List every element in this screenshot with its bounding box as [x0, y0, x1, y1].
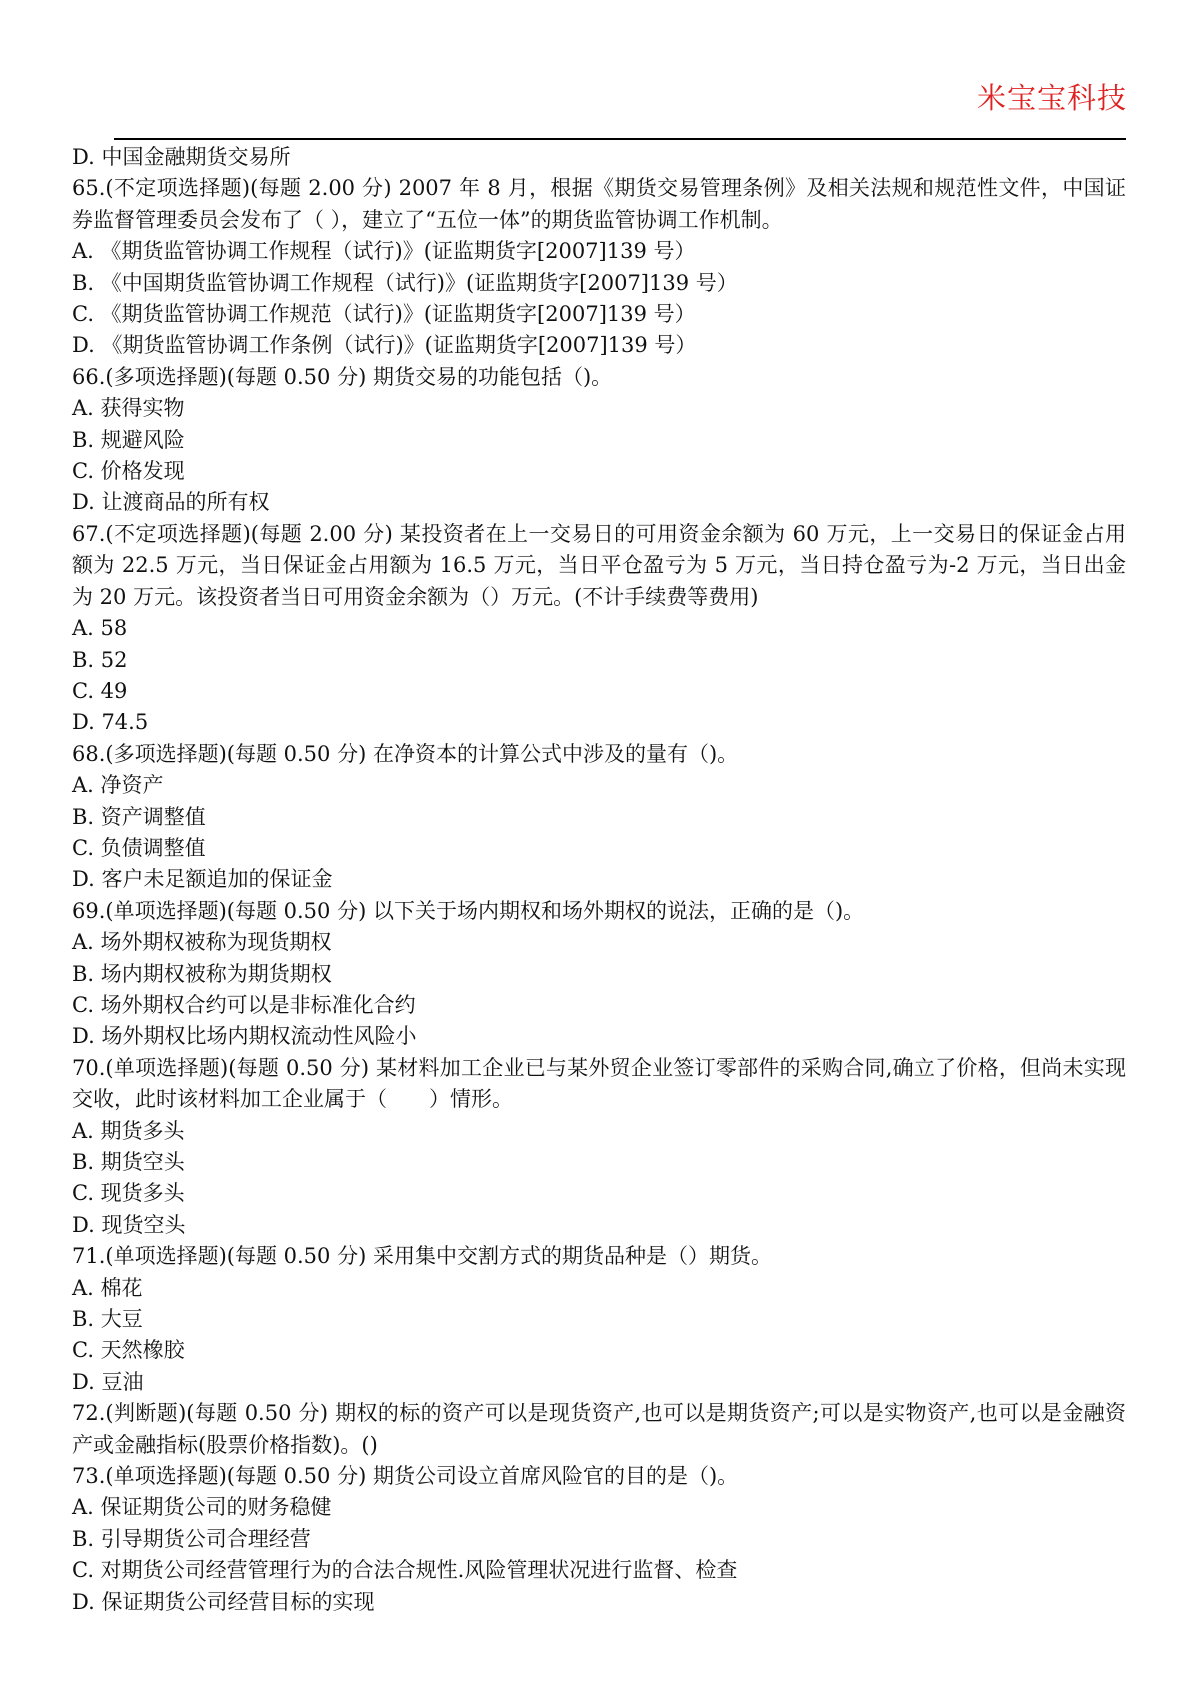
- option-line: A. 获得实物: [72, 396, 185, 421]
- option-line: C. 49: [72, 678, 128, 703]
- question-stem: 67.(不定项选择题)(每题 2.00 分) 某投资者在上一交易日的可用资金余额为 60 万元，上一交易日的保证金占用额为 22.5 万元，当日保证金占用额为 16.5 万元，当日平仓盈亏为 5 万元，当日持仓盈亏为-2 万元，当日出金为 20 万元。该投资者当日可用资金余额为（）万元。(不计手续费等费用): [72, 521, 1126, 609]
- option-line: C. 天然橡胶: [72, 1338, 185, 1363]
- question-stem: 68.(多项选择题)(每题 0.50 分) 在净资本的计算公式中涉及的量有（)。: [72, 741, 739, 766]
- question-stem: 70.(单项选择题)(每题 0.50 分) 某材料加工企业已与某外贸企业签订零部件的采购合同,确立了价格，但尚未实现交收，此时该材料加工企业属于（ ）情形。: [72, 1055, 1126, 1112]
- option-line: D. 豆油: [72, 1369, 144, 1394]
- option-line: A. 棉花: [72, 1275, 143, 1300]
- option-line: B. 52: [72, 647, 128, 672]
- option-line: C. 价格发现: [72, 459, 185, 484]
- option-line: B. 引导期货公司合理经营: [72, 1526, 311, 1551]
- option-line: B. 资产调整值: [72, 804, 206, 829]
- option-line: D. 74.5: [72, 710, 149, 735]
- question-stem: 65.(不定项选择题)(每题 2.00 分) 2007 年 8 月，根据《期货交易管理条例》及相关法规和规范性文件，中国证券监督管理委员会发布了（ ），建立了“五位一体”的期货监管协调工作机制。: [72, 176, 1126, 232]
- option-line: C. 现货多头: [72, 1181, 185, 1206]
- question-stem: 72.(判断题)(每题 0.50 分) 期权的标的资产可以是现货资产,也可以是期货资产;可以是实物资产,也可以是金融资产或金融指标(股票价格指数)。(): [72, 1401, 1126, 1457]
- option-line: B. 《中国期货监管协调工作规程（试行)》(证监期货字[2007]139 号）: [72, 270, 738, 295]
- option-line: B. 规避风险: [72, 427, 185, 452]
- question-stem: 69.(单项选择题)(每题 0.50 分) 以下关于场内期权和场外期权的说法，正确的是（)。: [72, 898, 865, 923]
- option-line: B. 大豆: [72, 1307, 143, 1332]
- option-line: D. 《期货监管协调工作条例（试行)》(证监期货字[2007]139 号）: [72, 333, 697, 358]
- option-line: B. 期货空头: [72, 1150, 185, 1174]
- option-line: A. 58: [72, 616, 128, 641]
- option-line: A. 《期货监管协调工作规程（试行)》(证监期货字[2007]139 号）: [72, 239, 696, 264]
- question-stem: 73.(单项选择题)(每题 0.50 分) 期货公司设立首席风险官的目的是（)。: [72, 1464, 739, 1489]
- option-line: D. 客户未足额追加的保证金: [72, 867, 333, 892]
- option-line: A. 净资产: [72, 773, 164, 798]
- option-line: D. 保证期货公司经营目标的实现: [72, 1589, 375, 1614]
- option-line: D. 让渡商品的所有权: [72, 490, 270, 515]
- question-stem: 66.(多项选择题)(每题 0.50 分) 期货交易的功能包括（)。: [72, 364, 613, 389]
- option-line: B. 场内期权被称为期货期权: [72, 961, 332, 986]
- option-line: C. 对期货公司经营管理行为的合法合规性.风险管理状况进行监督、检查: [72, 1558, 738, 1583]
- option-line: C. 负债调整值: [72, 835, 206, 860]
- header-divider: [114, 138, 1126, 140]
- option-line: D. 场外期权比场内期权流动性风险小: [72, 1024, 417, 1049]
- header-brand: 米宝宝科技: [976, 81, 1127, 115]
- question-content: [72, 142, 1126, 1618]
- question-stem: 71.(单项选择题)(每题 0.50 分) 采用集中交割方式的期货品种是（）期货。: [72, 1244, 772, 1269]
- option-line: C. 《期货监管协调工作规范（试行)》(证监期货字[2007]139 号）: [72, 302, 696, 327]
- option-line: A. 期货多头: [72, 1118, 185, 1143]
- option-line: D. 中国金融期货交易所: [72, 145, 291, 169]
- option-line: C. 场外期权合约可以是非标准化合约: [72, 992, 416, 1017]
- option-line: D. 现货空头: [72, 1212, 186, 1237]
- option-line: A. 场外期权被称为现货期权: [72, 930, 332, 955]
- option-line: A. 保证期货公司的财务稳健: [72, 1495, 332, 1520]
